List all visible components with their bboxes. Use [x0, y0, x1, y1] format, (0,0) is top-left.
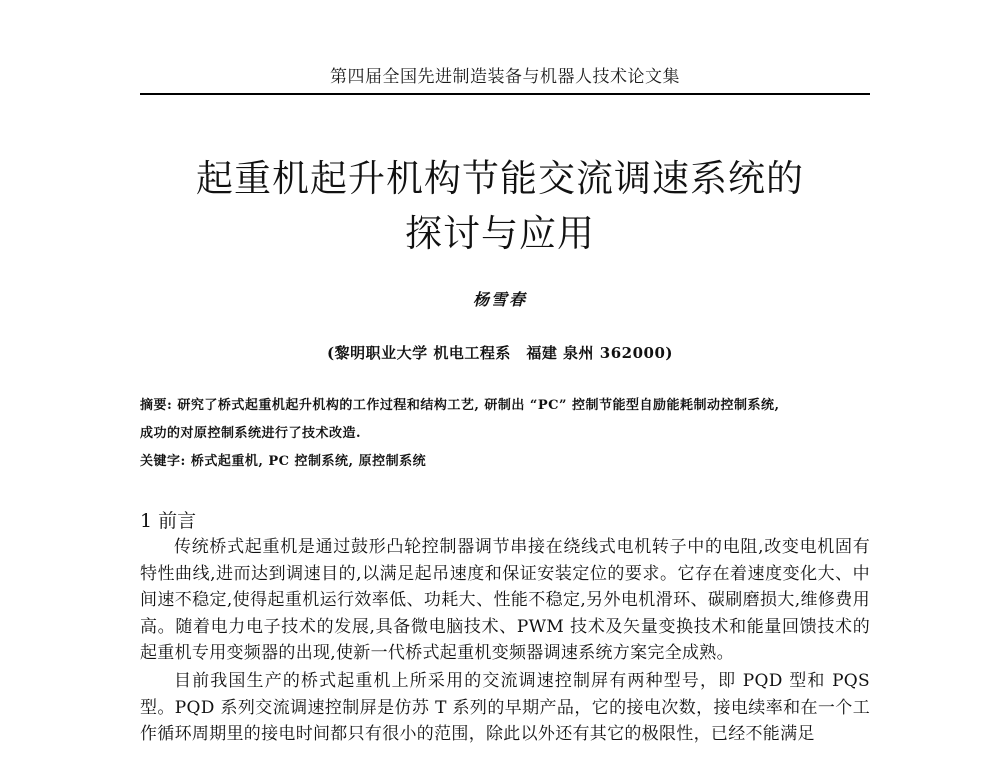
keywords: 关键字: 桥式起重机, PC 控制系统, 原控制系统 [140, 454, 427, 469]
abstract-line-1: 摘要: 研究了桥式起重机起升机构的工作过程和结构工艺, 研制出 “PC” 控制节能型自励能耗制动控制系统, [140, 398, 780, 413]
paper-title-line-2: 探讨与应用 [405, 212, 595, 255]
affiliation: (黎明职业大学 机电工程系 福建 泉州 362000) [327, 344, 673, 362]
author: 杨雪春 [472, 290, 527, 309]
section-heading: 1 前言 [140, 510, 197, 532]
header-rule [140, 93, 870, 95]
body-paragraph-2: 目前我国生产的桥式起重机上所采用的交流调速控制屏有两种型号，即 PQD 型和 PQS 型。PQD 系列交流调速控制屏是仿苏 T 系列的早期产品，它的接电次数，接电续率和在一个工作循环周期里的接电时间都只有很小的范围，除此以外还有其它的极限性，已经不能满足 [140, 671, 870, 744]
abstract-line-2: 成功的对原控制系统进行了技术改造. [140, 426, 362, 441]
body-paragraph-1: 传统桥式起重机是通过鼓形凸轮控制器调节串接在绕线式电机转子中的电阻,改变电机固有特性曲线,进而达到调速目的,以满足起吊速度和保证安装定位的要求。它存在着速度变化大、中间速不稳定,使得起重机运行效率低、功耗大、性能不稳定,另外电机滑环、碳刷磨损大,维修费用高。随着电力电子技术的发展,具备微电脑技术、PWM 技术及矢量变换技术和能量回馈技术的起重机专用变频器的出现,使新一代桥式起重机变频器调速系统方案完全成熟。 [140, 537, 870, 663]
running-header: 第四届全国先进制造装备与机器人技术论文集 [330, 67, 680, 87]
paper-title-line-1: 起重机起升机构节能交流调速系统的 [196, 157, 804, 200]
